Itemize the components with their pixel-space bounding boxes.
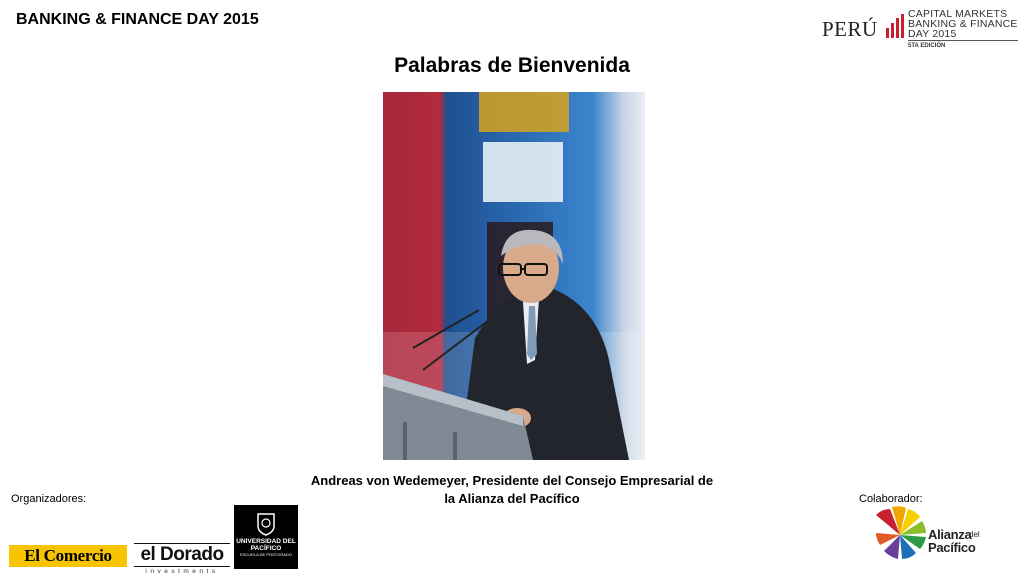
alianza-pacifico-logo bbox=[872, 505, 992, 561]
alianza-word: Alianza bbox=[928, 527, 972, 542]
crest-icon bbox=[256, 512, 276, 536]
speaker-photo bbox=[383, 92, 645, 460]
caption-line-1: Andreas von Wedemeyer, Presidente del Consejo Empresarial de bbox=[310, 473, 714, 488]
up-name: UNIVERSIDAD DEL PACÍFICO bbox=[236, 538, 296, 552]
brand-edition: 5TA EDICIÓN bbox=[908, 43, 946, 49]
el-dorado-logo bbox=[134, 543, 230, 575]
del-word: del bbox=[969, 530, 980, 539]
brand-line-2: BANKING & FINANCE bbox=[908, 18, 1018, 30]
el-dorado-sub: investments bbox=[145, 568, 219, 575]
organizers-label: Organizadores: bbox=[11, 493, 87, 505]
slide-title: Palabras de Bienvenida bbox=[394, 54, 630, 77]
up-sub: ESCUELA DE POSTGRADO bbox=[240, 552, 292, 557]
caption-line-2: la Alianza del Pacífico bbox=[444, 491, 580, 506]
universidad-pacifico-logo bbox=[234, 505, 298, 569]
pacifico-word: Pacífico bbox=[928, 540, 976, 555]
collaborator-label: Colaborador: bbox=[859, 493, 923, 505]
bars-icon bbox=[886, 14, 906, 38]
header-title: BANKING & FINANCE DAY 2015 bbox=[16, 11, 259, 28]
peru-wordmark: PERÚ bbox=[822, 17, 878, 41]
photo-caption bbox=[300, 472, 724, 508]
el-comercio-logo: El Comercio bbox=[9, 545, 127, 567]
el-dorado-name: el Dorado bbox=[134, 543, 230, 567]
brand-line-1: CAPITAL MARKETS bbox=[908, 8, 1008, 20]
brand-divider bbox=[908, 40, 1018, 41]
brand-text bbox=[908, 9, 1018, 39]
capital-markets-logo bbox=[822, 8, 1018, 52]
alianza-fan-icon bbox=[872, 505, 928, 561]
brand-line-3: DAY 2015 bbox=[908, 28, 957, 40]
